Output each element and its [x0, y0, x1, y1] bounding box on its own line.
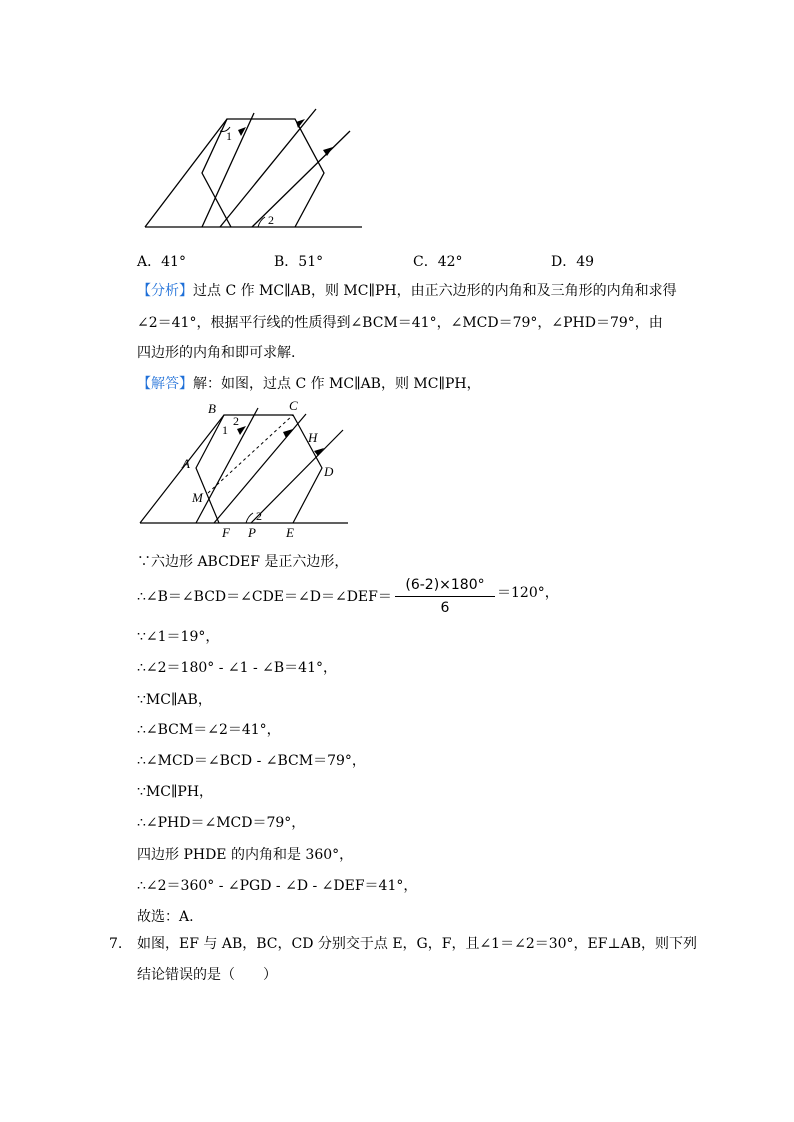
option-d	[551, 251, 594, 271]
solution-line-1	[137, 377, 481, 391]
option-value: 42°	[437, 254, 463, 270]
arrowhead-3	[323, 147, 333, 156]
arrowhead-2	[283, 429, 293, 438]
option-letter: D．	[551, 254, 577, 270]
step-11: ∴∠2＝360° - ∠PGD - ∠D - ∠DEF＝41°，	[137, 878, 418, 894]
angle-1-label: 1	[222, 423, 228, 437]
label-f: F	[222, 525, 230, 540]
solution-intro: 解：如图，过点 C 作 MC∥AB，则 MC∥PH，	[193, 376, 481, 392]
label-e: E	[286, 525, 294, 540]
figure-1	[140, 105, 365, 230]
label-b: B	[208, 401, 216, 416]
label-d: D	[324, 464, 334, 479]
question-number: 7.	[109, 936, 123, 952]
incoming-ray	[252, 131, 350, 227]
step-2	[137, 586, 392, 606]
analysis-line-1	[137, 284, 677, 298]
option-c	[413, 251, 463, 271]
question-7-text-1: 如图，EF 与 AB，BC，CD 分别交于点 E，G，F，且∠1＝∠2＝30°，EF⊥AB，则下列	[137, 936, 698, 952]
left-slant-line	[145, 119, 227, 227]
label-c: C	[289, 398, 298, 413]
analysis-line-3: 四边形的内角和即可求解.	[137, 345, 296, 361]
parallel-ray-2	[220, 109, 316, 227]
question-7-line-2: 结论错误的是（ ）	[137, 967, 277, 983]
hexagon	[202, 119, 324, 227]
step-6: ∴∠BCM＝∠2＝41°，	[137, 722, 281, 738]
fraction-denominator: 6	[440, 600, 450, 616]
figure-2	[136, 398, 351, 540]
step-10: 四边形 PHDE 的内角和是 360°，	[137, 847, 354, 863]
step-12: 故选：A.	[137, 909, 194, 925]
label-h: H	[308, 430, 318, 445]
dashed-mc	[208, 415, 293, 493]
step-5: ∵MC∥AB，	[137, 692, 212, 708]
fraction	[395, 577, 495, 616]
step-8: ∵MC∥PH，	[137, 784, 214, 800]
label-a: A	[182, 456, 190, 471]
angle-2-label: 2	[268, 213, 274, 227]
label-p: P	[248, 525, 256, 540]
step-7: ∴∠MCD＝∠BCD - ∠BCM＝79°，	[137, 753, 366, 769]
option-a	[137, 251, 186, 271]
step-3: ∵∠1＝19°，	[137, 629, 220, 645]
option-value: 51°	[298, 254, 324, 270]
analysis-line-2: ∠2＝41°，根据平行线的性质得到∠BCM＝41°，∠MCD＝79°，∠PHD＝79°，由	[137, 315, 663, 331]
step-2-prefix: ∴∠B＝∠BCD＝∠CDE＝∠D＝∠DEF＝	[137, 589, 392, 605]
option-b	[274, 251, 323, 271]
option-value: 49	[576, 254, 595, 270]
step-9: ∴∠PHD＝∠MCD＝79°，	[137, 815, 306, 831]
option-value: 41°	[161, 254, 186, 270]
option-letter: C．	[413, 254, 438, 270]
analysis-tag: 【分析】	[137, 283, 193, 299]
fraction-numerator: (6-2)×180°	[395, 577, 495, 597]
question-7-line-1	[109, 937, 697, 951]
step-1: ∵六边形 ABCDEF 是正六边形，	[137, 554, 349, 570]
angle-2-label-bottom: 2	[256, 509, 262, 523]
analysis-text-1: 过点 C 作 MC∥AB，则 MC∥PH，由正六边形的内角和及三角形的内角和求得	[193, 283, 677, 299]
option-letter: A．	[137, 254, 162, 270]
angle-1-label: 1	[226, 129, 232, 143]
step-2-suffix: ＝120°，	[497, 585, 559, 601]
solution-tag: 【解答】	[137, 376, 193, 392]
label-m: M	[192, 490, 203, 505]
option-letter: B．	[274, 254, 299, 270]
angle-2-label-top: 2	[233, 414, 239, 428]
step-4: ∴∠2＝180° - ∠1 - ∠B＝41°，	[137, 660, 337, 676]
